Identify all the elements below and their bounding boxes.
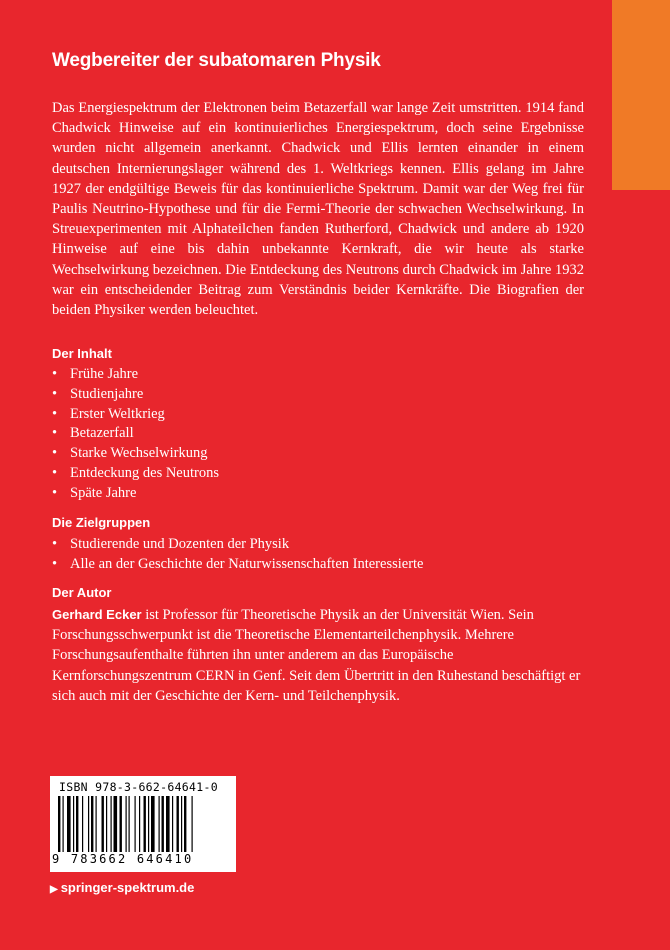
isbn-barcode xyxy=(50,776,236,872)
bullet-icon: • xyxy=(52,445,58,462)
bullet-icon: • xyxy=(52,405,58,422)
book-description: Das Energiespektrum der Elektronen beim Betazerfall war lange Zeit umstritten. 1914 fand Chadwick Hinweise auf ein kontinuierliches Energiespektrum, doch seine Ergebnisse wurden nicht allgemein anerkannt. Chadwick und Ellis lernten einander in einem deutschen Internierungslager während des 1. Weltkriegs kennen. Ellis gelang im Jahre 1927 der endgültige Beweis für das kontinuierliche Spektrum. Damit war der Weg frei für Paulis Neutrino-Hypothese und für die Fermi-Theorie der schwachen Wechselwirkung. In Streuexperimenten mit Alphateilchen fanden Rutherford, Chadwick und andere ab 1920 Hinweise auf eine bis dahin unbekannte Kernkraft, die wir heute als starke Wechselwirkung bezeichnen. Die Entdeckung des Neutrons durch Chadwick im Jahre 1932 war ein entscheidender Beitrag zum Verständnis beider Kernkräfte. Die Biografien der beiden Physiker werden beleuchtet. xyxy=(52,100,584,319)
list-item: • Entdeckung des Neutrons xyxy=(52,464,219,484)
bullet-icon: • xyxy=(52,366,58,382)
list-item: • Starke Wechselwirkung xyxy=(52,444,219,464)
arrow-right-icon: ▶ xyxy=(50,884,58,895)
author-bio: Gerhard Ecker ist Professor für Theoretische Physik an der Universität Wien. Sein Forschungsschwerpunkt ist die Theoretische Elementarteilchenphysik. Mehrere Forschungsaufenthalte führten ihn unter anderem an das Europäische Kernforschungszentrum CERN in Genf. Seit dem Übertritt in den Ruhestand beschäftigt er sich auch mit der Geschichte der Kern- und Teilchenphysik. xyxy=(52,607,581,704)
website-url: springer-spektrum.de xyxy=(60,880,195,895)
list-item: • Alle an der Geschichte der Naturwissenschaften Interessierte xyxy=(52,555,424,575)
orange-accent-tab xyxy=(612,0,670,190)
bullet-icon: • xyxy=(52,425,58,442)
contents-heading: Der Inhalt xyxy=(52,346,112,361)
list-item: • Studierende und Dozenten der Physik xyxy=(52,535,424,555)
contents-list xyxy=(52,365,219,504)
bullet-icon: • xyxy=(52,464,58,481)
barcode-digits: 9 783662 646410 xyxy=(52,852,194,866)
list-item: • Erster Weltkrieg xyxy=(52,405,219,425)
list-item: • Frühe Jahre xyxy=(52,365,219,385)
barcode-bars xyxy=(58,796,230,852)
bullet-icon: • xyxy=(52,484,58,501)
list-item: • Studienjahre xyxy=(52,385,219,405)
target-groups-list xyxy=(52,535,424,575)
author-name: Gerhard Ecker xyxy=(52,607,142,622)
author-heading: Der Autor xyxy=(52,585,112,600)
list-item: • Betazerfall xyxy=(52,424,219,444)
book-title: Wegbereiter der subatomaren Physik xyxy=(52,50,381,71)
publisher-website[interactable] xyxy=(50,880,194,895)
bullet-icon: • xyxy=(52,385,58,402)
list-item: • Späte Jahre xyxy=(52,484,219,504)
bullet-icon: • xyxy=(52,555,58,572)
isbn-label: ISBN 978-3-662-64641-0 xyxy=(59,780,218,794)
target-groups-heading: Die Zielgruppen xyxy=(52,515,151,530)
bullet-icon: • xyxy=(52,536,58,552)
